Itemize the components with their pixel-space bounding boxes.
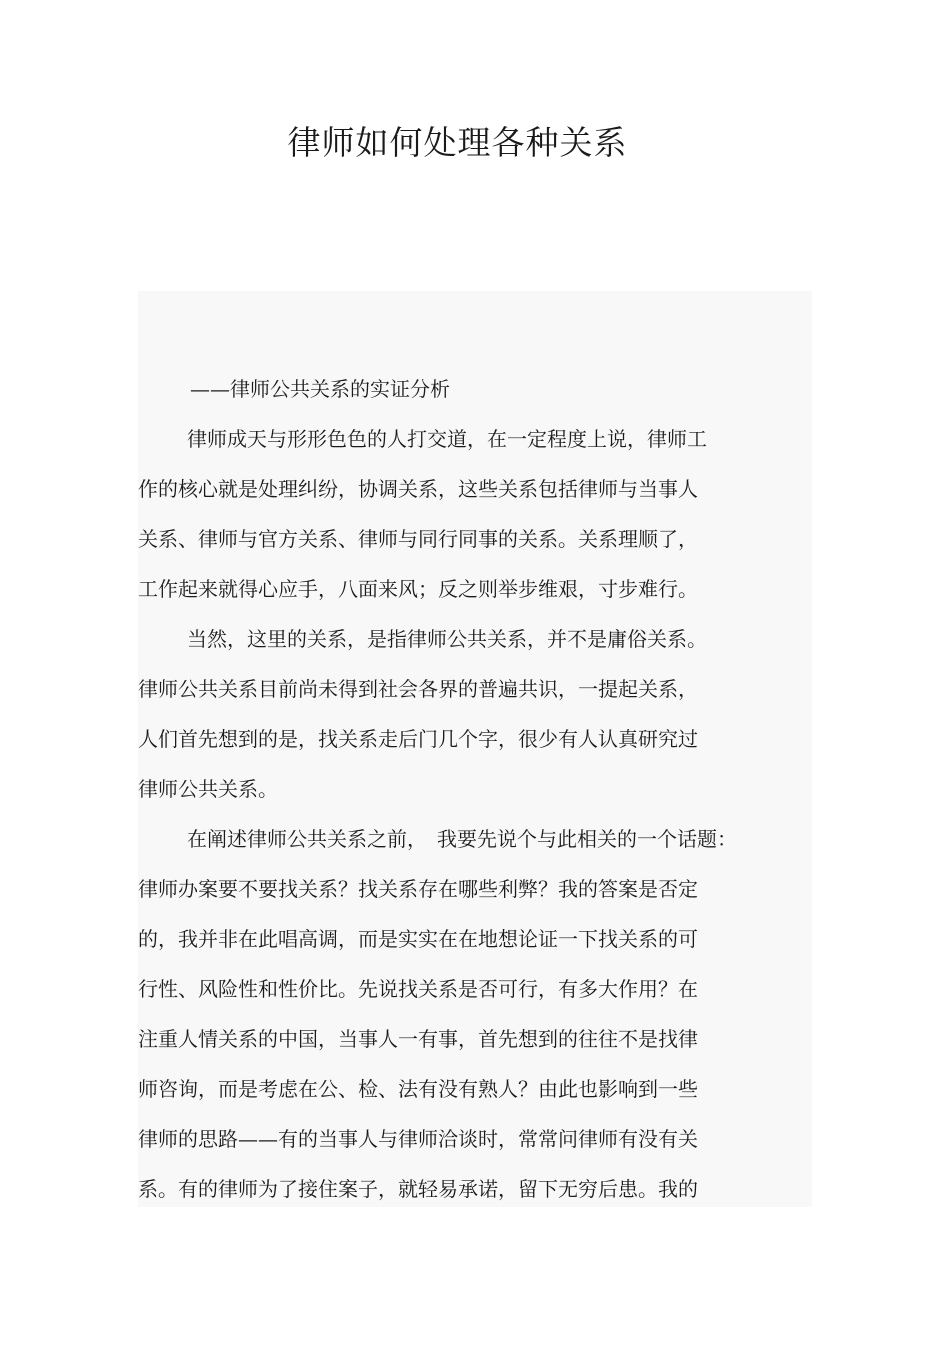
paragraph-line: 行性、风险性和性价比。先说找关系是否可行，有多大作用？在 [138,977,698,1001]
paragraph-line: 作的核心就是处理纠纷，协调关系，这些关系包括律师与当事人 [138,477,698,501]
page-title: 律师如何处理各种关系 [287,123,628,162]
paragraph-line: 工作起来就得心应手，八面来风；反之则举步维艰，寸步难行。 [138,577,698,601]
paragraph-line: 律师的思路——有的当事人与律师洽谈时，常常问律师有没有关 [138,1127,698,1151]
paragraph-line: 当然，这里的关系，是指律师公共关系，并不是庸俗关系。 [187,627,707,651]
paragraph-line: 人们首先想到的是，找关系走后门几个字，很少有人认真研究过 [138,727,698,751]
paragraph-line: 的，我并非在此唱高调，而是实实在在地想论证一下找关系的可 [138,927,698,951]
subtitle: ——律师公共关系的实证分析 [190,377,450,401]
paragraph-line: 律师公共关系。 [138,777,278,801]
paragraph-line: 关系、律师与官方关系、律师与同行同事的关系。关系理顺了， [138,527,698,551]
paragraph-line: 注重人情关系的中国，当事人一有事，首先想到的往往不是找律 [138,1027,698,1051]
paragraph-line: 系。有的律师为了接住案子，就轻易承诺，留下无穷后患。我的 [138,1177,698,1201]
paragraph-line: 在阐述律师公共关系之前， 我要先说个与此相关的一个话题： [187,827,737,851]
paragraph-line: 律师成天与形形色色的人打交道，在一定程度上说，律师工 [187,427,707,451]
paragraph-line: 律师办案要不要找关系？找关系存在哪些利弊？我的答案是否定 [138,877,698,901]
paragraph-line: 律师公共关系目前尚未得到社会各界的普遍共识，一提起关系， [138,677,698,701]
paragraph-line: 师咨询，而是考虑在公、检、法有没有熟人？由此也影响到一些 [138,1077,698,1101]
